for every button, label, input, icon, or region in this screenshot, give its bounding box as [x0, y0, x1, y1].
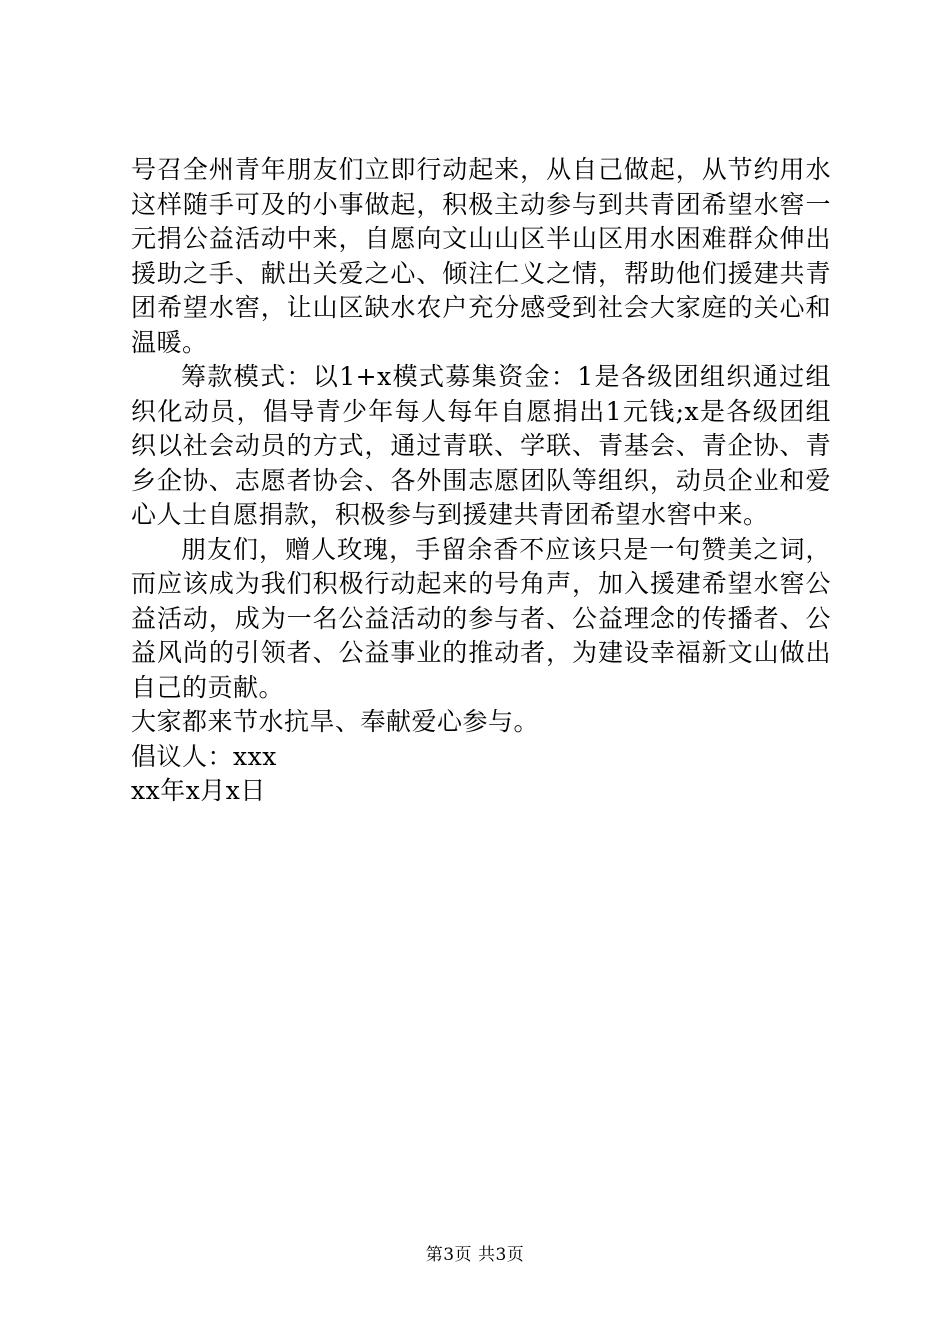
document-body [131, 153, 831, 809]
page-number: 第3页 共3页 [425, 1245, 525, 1265]
date-line: xx年x月x日 [131, 776, 266, 805]
initiator-line: 倡议人：xxx [131, 741, 277, 771]
paragraph-appeal: 号召全州青年朋友们立即行动起来，从自己做起，从节约用水这样随手可及的小事做起，积极主动参与到共青团希望水窖一元捐公益活动中来，自愿向文山山区半山区用水困难群众伸出援助之手、献出关爱之心、倾注仁义之情，帮助他们援建共青团希望水窖，让山区缺水农户充分感受到社会大家庭的关心和温暖。 [131, 155, 831, 357]
paragraph-friends: 朋友们，赠人玫瑰，手留余香不应该只是一句赞美之词，而应该成为我们积极行动起来的号角声，加入援建希望水窖公益活动，成为一名公益活动的参与者、公益理念的传播者、公益风尚的引领者、公益事业的推动者，为建设幸福新文山做出自己的贡献。 [131, 534, 831, 702]
paragraph-slogan: 大家都来节水抗旱、奉献爱心参与。 [131, 707, 540, 736]
page-footer [0, 1243, 950, 1267]
paragraph-fundraising-model: 筹款模式：以1+x模式募集资金：1是各级团组织通过组织化动员，倡导青少年每人每年自愿捐出1元钱;x是各级团组织以社会动员的方式，通过青联、学联、青基会、青企协、青乡企协、志愿者协会、各外围志愿团队等组织，动员企业和爱心人士自愿捐款，积极参与到援建共青团希望水窖中来。 [131, 362, 831, 529]
